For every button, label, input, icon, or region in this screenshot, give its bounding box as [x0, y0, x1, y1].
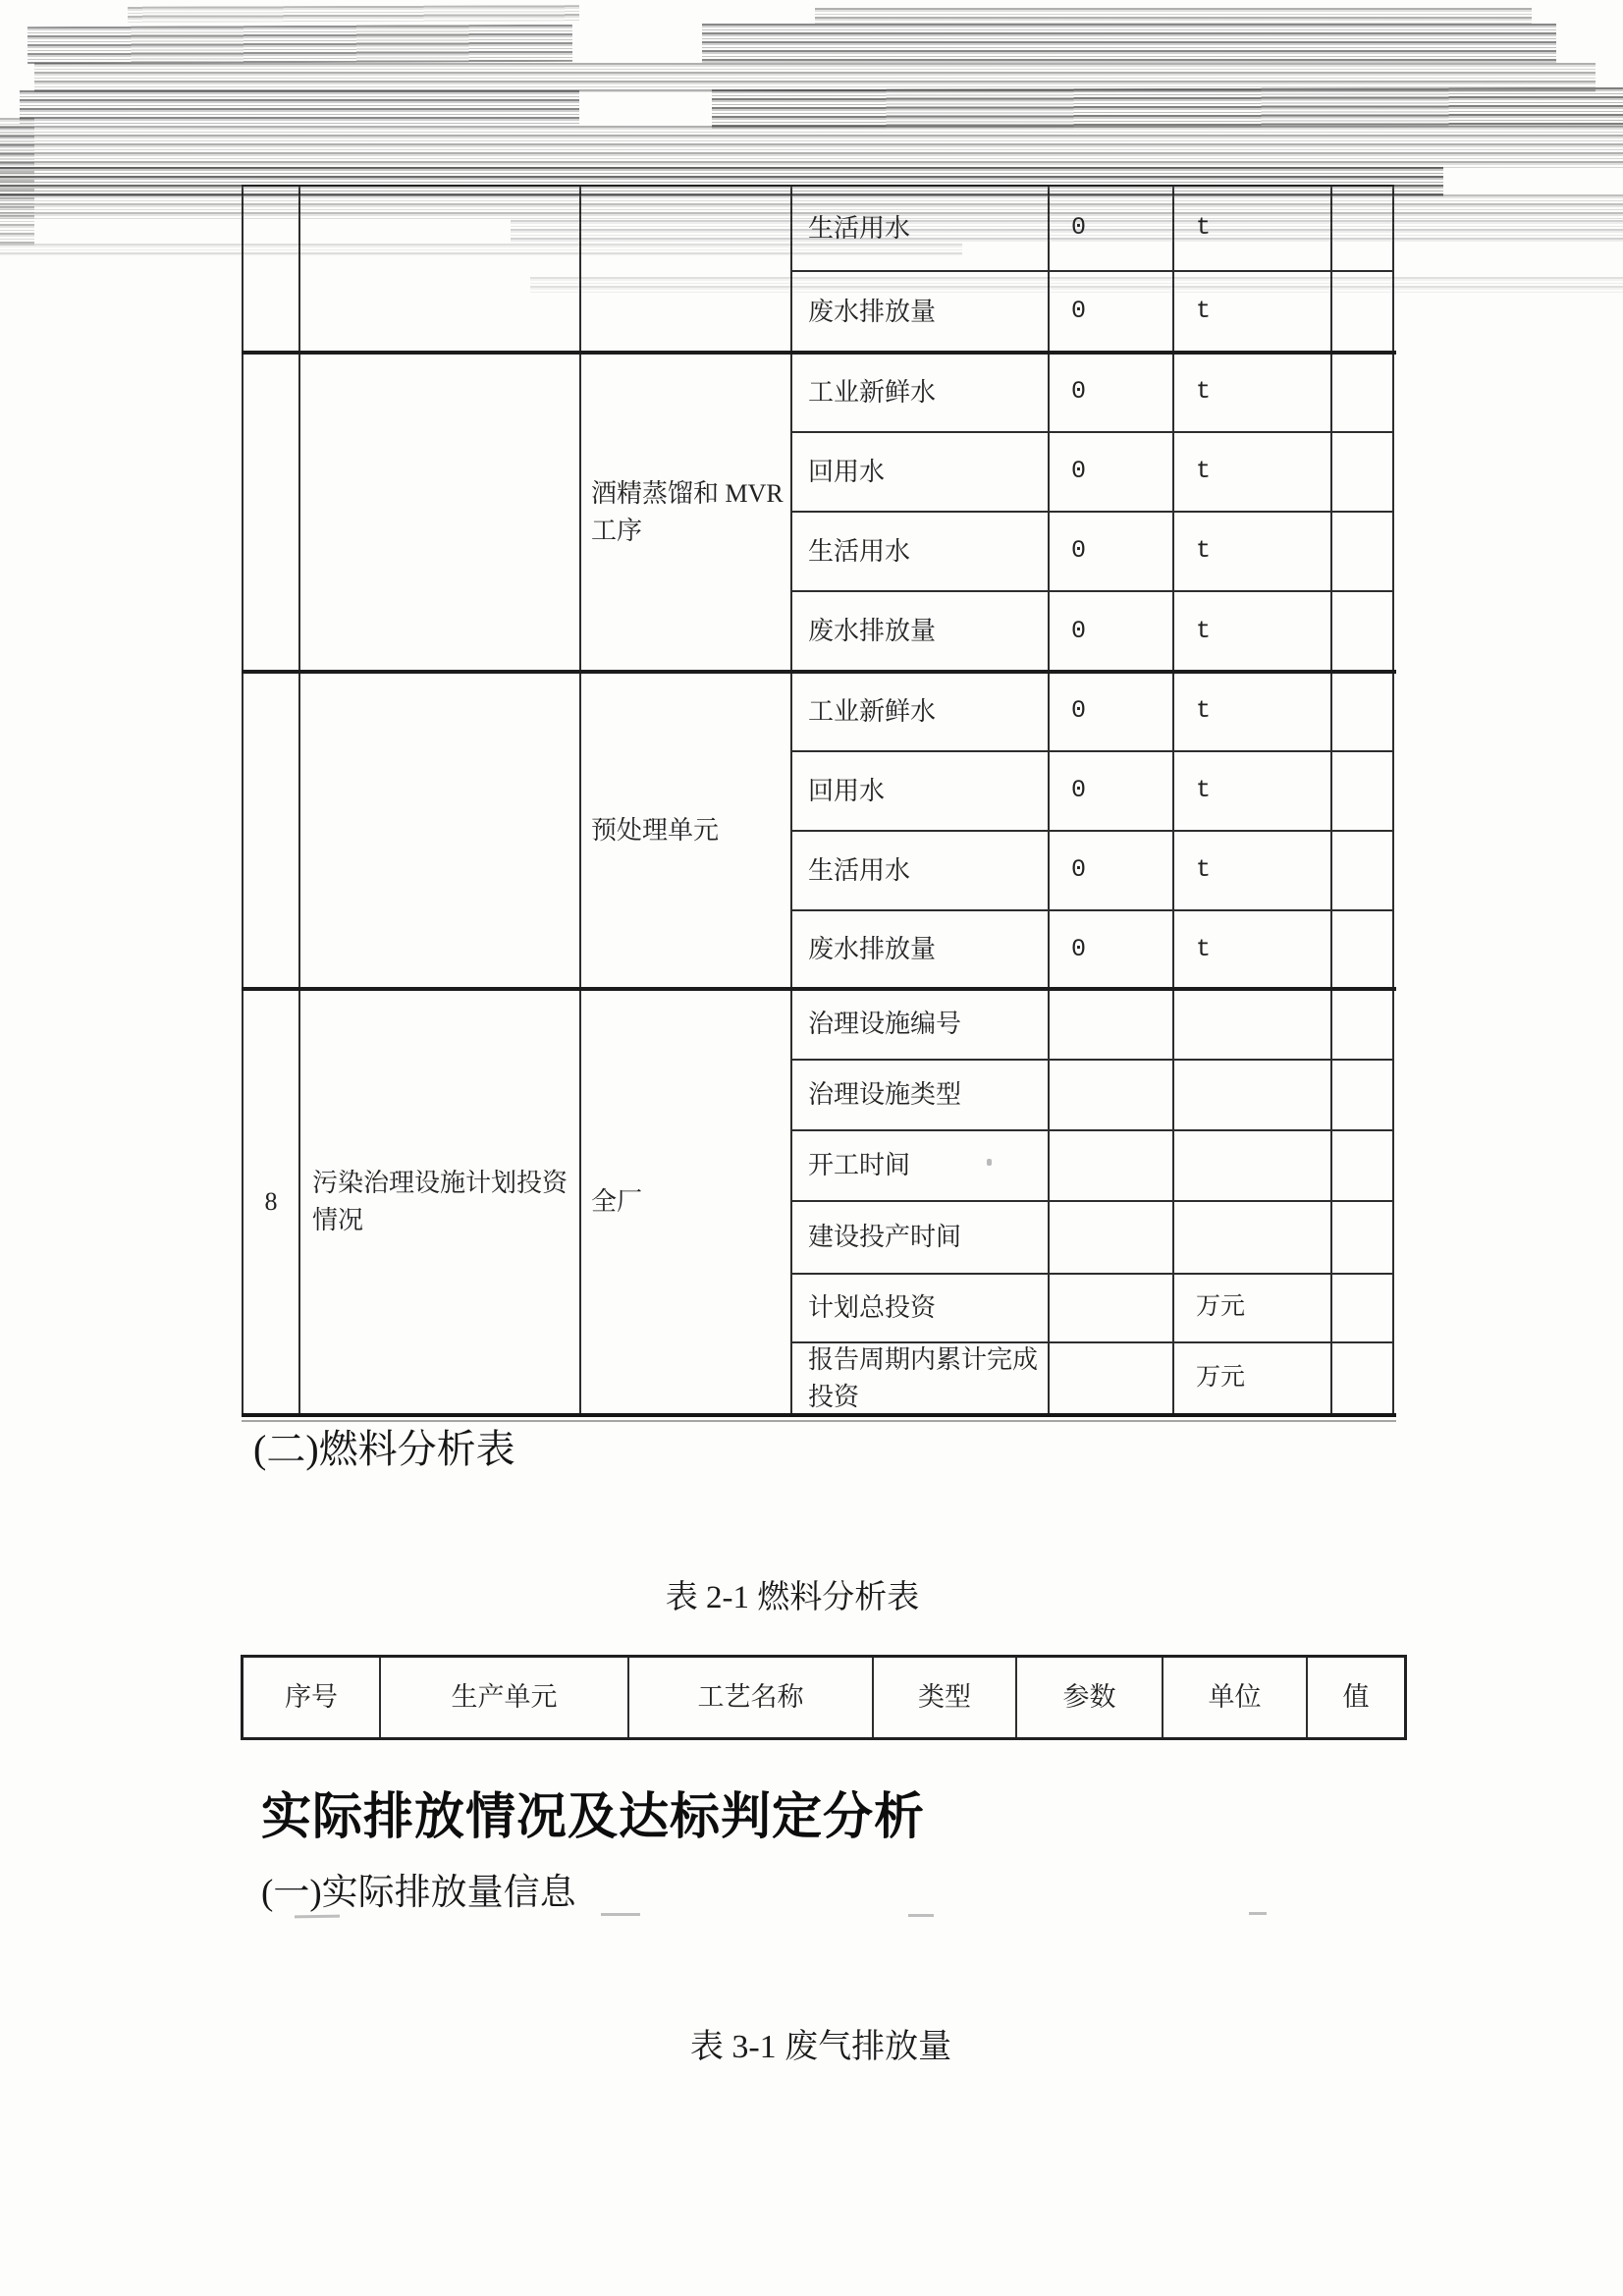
- empty-cell: [1332, 272, 1394, 354]
- empty-cell: [1332, 1131, 1394, 1202]
- table-2-1-caption: 表 2-1 燃料分析表: [665, 1580, 920, 1615]
- empty-cell: [300, 187, 581, 990]
- empty-cell: [1332, 1343, 1394, 1416]
- table-3-1-caption: 表 3-1 废气排放量: [689, 2029, 952, 2065]
- fuel-header-cell: 类型: [874, 1658, 1017, 1737]
- table-bottom-border: [242, 1413, 1396, 1417]
- unit-cell: 万元: [1174, 1275, 1332, 1343]
- scan-noise-streak: [128, 5, 579, 23]
- value-cell: [1050, 1275, 1174, 1343]
- scan-smudge: [1249, 1912, 1267, 1915]
- value-cell: [1050, 1131, 1174, 1202]
- unit-cell: t: [1174, 433, 1332, 513]
- row-number-cell: 8: [243, 990, 300, 1416]
- scan-smudge: [601, 1913, 640, 1916]
- unit-cell: t: [1174, 513, 1332, 592]
- scan-smudge: [295, 1915, 340, 1919]
- fuel-header-cell: 参数: [1017, 1658, 1163, 1737]
- scan-noise-streak: [712, 87, 1623, 129]
- param-cell: 回用水: [792, 433, 1050, 513]
- value-cell: 0: [1050, 673, 1174, 752]
- param-cell: 废水排放量: [792, 911, 1050, 990]
- unit-cell: t: [1174, 911, 1332, 990]
- unit-cell: t: [1174, 673, 1332, 752]
- row8-item-label: 污染治理设施计划投资情况: [300, 990, 581, 1416]
- unit-cell: [1174, 1131, 1332, 1202]
- value-cell: [1050, 1343, 1174, 1416]
- param-cell: 开工时间: [792, 1131, 1050, 1202]
- value-cell: 0: [1050, 911, 1174, 990]
- value-cell: [1050, 990, 1174, 1061]
- process-unit-label: 酒精蒸馏和 MVR 工序: [581, 354, 792, 673]
- process-unit-label: 全厂: [581, 990, 792, 1416]
- param-cell: 回用水: [792, 752, 1050, 832]
- scan-noise-streak: [0, 126, 1623, 169]
- chapter-heading-actual-emission: 实际排放情况及达标判定分析: [261, 1790, 926, 1845]
- unit-cell: t: [1174, 592, 1332, 673]
- scan-noise-streak: [34, 63, 1596, 92]
- scan-noise-streak: [815, 8, 1532, 26]
- value-cell: 0: [1050, 187, 1174, 272]
- empty-cell: [1332, 187, 1394, 272]
- value-cell: 0: [1050, 752, 1174, 832]
- param-cell: 工业新鲜水: [792, 673, 1050, 752]
- unit-cell: t: [1174, 272, 1332, 354]
- scan-speck: [987, 1159, 992, 1166]
- empty-cell: [1332, 592, 1394, 673]
- empty-cell: [1332, 513, 1394, 592]
- unit-cell: [1174, 1202, 1332, 1275]
- empty-cell: [1332, 990, 1394, 1061]
- table-section-divider: [242, 987, 1396, 991]
- fuel-header-cell: 单位: [1163, 1658, 1308, 1737]
- empty-cell: [1332, 433, 1394, 513]
- water-balance-table: [242, 185, 1394, 1416]
- value-cell: 0: [1050, 832, 1174, 911]
- param-cell: 工业新鲜水: [792, 354, 1050, 433]
- unit-cell: 万元: [1174, 1343, 1332, 1416]
- table-section-divider: [242, 351, 1396, 355]
- unit-cell: t: [1174, 187, 1332, 272]
- value-cell: [1050, 1202, 1174, 1275]
- empty-cell: [1332, 354, 1394, 433]
- fuel-header-cell: 工艺名称: [629, 1658, 874, 1737]
- scan-smudge: [908, 1914, 934, 1917]
- value-cell: 0: [1050, 272, 1174, 354]
- empty-cell: [1332, 832, 1394, 911]
- unit-cell: t: [1174, 354, 1332, 433]
- empty-cell: [1332, 1061, 1394, 1131]
- process-unit-label: 预处理单元: [581, 673, 792, 990]
- value-cell: [1050, 1061, 1174, 1131]
- table-section-divider: [242, 670, 1396, 674]
- section-heading-fuel-analysis: (二)燃料分析表: [253, 1427, 515, 1471]
- param-cell: 生活用水: [792, 832, 1050, 911]
- empty-cell: [1332, 911, 1394, 990]
- scan-noise-streak: [27, 25, 572, 64]
- unit-cell: [1174, 990, 1332, 1061]
- param-cell: 建设投产时间: [792, 1202, 1050, 1275]
- param-cell: 计划总投资: [792, 1275, 1050, 1343]
- fuel-analysis-table: [241, 1655, 1407, 1740]
- param-cell: 报告周期内累计完成投资: [792, 1343, 1050, 1416]
- param-cell: 治理设施编号: [792, 990, 1050, 1061]
- param-cell: 废水排放量: [792, 592, 1050, 673]
- empty-cell: [1332, 1202, 1394, 1275]
- unit-cell: [1174, 1061, 1332, 1131]
- empty-cell: [243, 187, 300, 990]
- scan-noise-streak: [20, 90, 579, 126]
- fuel-header-cell: 值: [1342, 1681, 1370, 1712]
- section-heading-actual-emission-info: (一)实际排放量信息: [261, 1873, 576, 1913]
- value-cell: 0: [1050, 592, 1174, 673]
- value-cell: 0: [1050, 513, 1174, 592]
- scan-noise-streak: [702, 24, 1556, 65]
- empty-cell: [581, 187, 792, 354]
- param-cell: 治理设施类型: [792, 1061, 1050, 1131]
- value-cell: 0: [1050, 433, 1174, 513]
- unit-cell: t: [1174, 832, 1332, 911]
- unit-cell: t: [1174, 752, 1332, 832]
- fuel-header-cell: 生产单元: [381, 1658, 629, 1737]
- scan-noise-streak: [0, 118, 34, 246]
- value-cell: 0: [1050, 354, 1174, 433]
- empty-cell: [1332, 752, 1394, 832]
- param-cell: 生活用水: [792, 187, 1050, 272]
- empty-cell: [1332, 1275, 1394, 1343]
- fuel-header-cell: 序号: [243, 1658, 381, 1737]
- param-cell: 废水排放量: [792, 272, 1050, 354]
- param-cell: 生活用水: [792, 513, 1050, 592]
- empty-cell: [1332, 673, 1394, 752]
